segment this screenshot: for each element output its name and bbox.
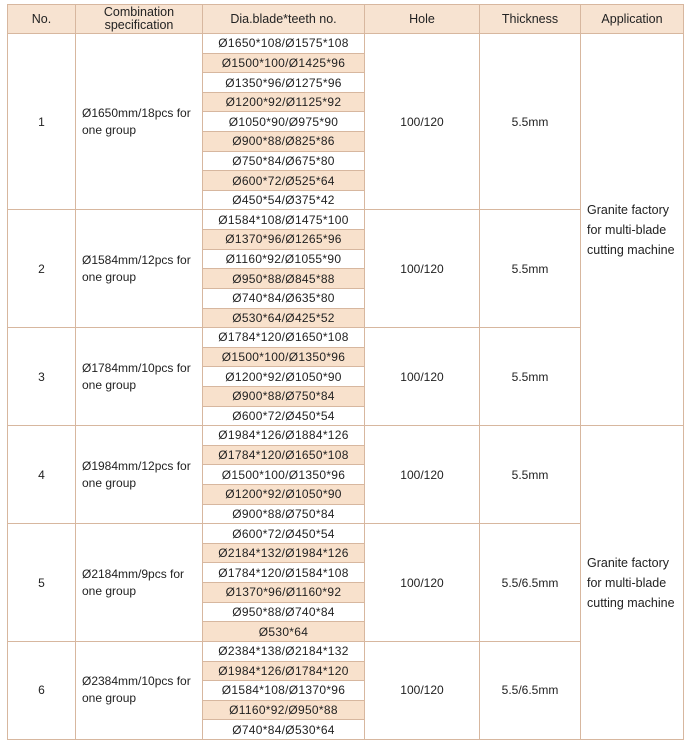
blade-teeth-cell: Ø1984*126/Ø1884*126 xyxy=(203,426,365,446)
combination-spec: Ø1650mm/18pcs for one group xyxy=(76,34,203,210)
header-combination-spec: Combination specification xyxy=(76,5,203,34)
combination-spec: Ø2184mm/9pcs for one group xyxy=(76,524,203,642)
header-dia-blade-teeth: Dia.blade*teeth no. xyxy=(203,5,365,34)
blade-teeth-cell: Ø1160*92/Ø950*88 xyxy=(203,700,365,720)
thickness-value: 5.5mm xyxy=(480,426,581,524)
blade-teeth-cell: Ø1200*92/Ø1050*90 xyxy=(203,367,365,387)
blade-teeth-cell: Ø1584*108/Ø1475*100 xyxy=(203,210,365,230)
header-no: No. xyxy=(8,5,76,34)
blade-teeth-cell: Ø1200*92/Ø1050*90 xyxy=(203,485,365,505)
blade-teeth-cell: Ø600*72/Ø450*54 xyxy=(203,406,365,426)
application-cell: Granite factory for multi-blade cutting machine xyxy=(581,426,684,740)
group-no: 2 xyxy=(8,210,76,328)
thickness-value: 5.5/6.5mm xyxy=(480,524,581,642)
blade-teeth-cell: Ø1160*92/Ø1055*90 xyxy=(203,249,365,269)
group-no: 5 xyxy=(8,524,76,642)
blade-teeth-cell: Ø950*88/Ø740*84 xyxy=(203,602,365,622)
blade-teeth-cell: Ø1050*90/Ø975*90 xyxy=(203,112,365,132)
hole-value: 100/120 xyxy=(365,426,480,524)
hole-value: 100/120 xyxy=(365,34,480,210)
group-no: 3 xyxy=(8,328,76,426)
combination-spec: Ø2384mm/10pcs for one group xyxy=(76,641,203,739)
blade-teeth-cell: Ø1984*126/Ø1784*120 xyxy=(203,661,365,681)
thickness-value: 5.5/6.5mm xyxy=(480,641,581,739)
blade-teeth-cell: Ø1200*92/Ø1125*92 xyxy=(203,92,365,112)
blade-teeth-cell: Ø900*88/Ø750*84 xyxy=(203,386,365,406)
blade-teeth-cell: Ø600*72/Ø450*54 xyxy=(203,524,365,544)
hole-value: 100/120 xyxy=(365,328,480,426)
group-no: 6 xyxy=(8,641,76,739)
hole-value: 100/120 xyxy=(365,641,480,739)
blade-teeth-cell: Ø950*88/Ø845*88 xyxy=(203,269,365,289)
blade-spec-table xyxy=(7,4,684,740)
blade-teeth-cell: Ø530*64 xyxy=(203,622,365,642)
blade-teeth-cell: Ø1784*120/Ø1650*108 xyxy=(203,328,365,348)
blade-teeth-cell: Ø2184*132/Ø1984*126 xyxy=(203,543,365,563)
table-row xyxy=(8,34,684,54)
thickness-value: 5.5mm xyxy=(480,34,581,210)
hole-value: 100/120 xyxy=(365,524,480,642)
hole-value: 100/120 xyxy=(365,210,480,328)
combination-spec: Ø1784mm/10pcs for one group xyxy=(76,328,203,426)
blade-teeth-cell: Ø740*84/Ø530*64 xyxy=(203,720,365,740)
table-row xyxy=(8,426,684,446)
blade-teeth-cell: Ø1784*120/Ø1650*108 xyxy=(203,445,365,465)
blade-teeth-cell: Ø900*88/Ø825*86 xyxy=(203,132,365,152)
blade-teeth-cell: Ø900*88/Ø750*84 xyxy=(203,504,365,524)
blade-teeth-cell: Ø1370*96/Ø1160*92 xyxy=(203,583,365,603)
blade-teeth-cell: Ø2384*138/Ø2184*132 xyxy=(203,641,365,661)
blade-teeth-cell: Ø750*84/Ø675*80 xyxy=(203,151,365,171)
blade-teeth-cell: Ø450*54/Ø375*42 xyxy=(203,190,365,210)
blade-teeth-cell: Ø1370*96/Ø1265*96 xyxy=(203,230,365,250)
blade-teeth-cell: Ø1784*120/Ø1584*108 xyxy=(203,563,365,583)
header-application: Application xyxy=(581,5,684,34)
blade-teeth-cell: Ø1500*100/Ø1350*96 xyxy=(203,347,365,367)
application-cell: Granite factory for multi-blade cutting machine xyxy=(581,34,684,426)
header-row xyxy=(8,5,684,34)
group-no: 4 xyxy=(8,426,76,524)
thickness-value: 5.5mm xyxy=(480,210,581,328)
blade-teeth-cell: Ø740*84/Ø635*80 xyxy=(203,288,365,308)
blade-teeth-cell: Ø1584*108/Ø1370*96 xyxy=(203,681,365,701)
table-body xyxy=(8,34,684,740)
thickness-value: 5.5mm xyxy=(480,328,581,426)
blade-teeth-cell: Ø530*64/Ø425*52 xyxy=(203,308,365,328)
combination-spec: Ø1984mm/12pcs for one group xyxy=(76,426,203,524)
blade-teeth-cell: Ø600*72/Ø525*64 xyxy=(203,171,365,191)
blade-teeth-cell: Ø1350*96/Ø1275*96 xyxy=(203,73,365,93)
combination-spec: Ø1584mm/12pcs for one group xyxy=(76,210,203,328)
blade-teeth-cell: Ø1500*100/Ø1350*96 xyxy=(203,465,365,485)
header-hole: Hole xyxy=(365,5,480,34)
group-no: 1 xyxy=(8,34,76,210)
blade-teeth-cell: Ø1500*100/Ø1425*96 xyxy=(203,53,365,73)
blade-teeth-cell: Ø1650*108/Ø1575*108 xyxy=(203,34,365,54)
header-thickness: Thickness xyxy=(480,5,581,34)
